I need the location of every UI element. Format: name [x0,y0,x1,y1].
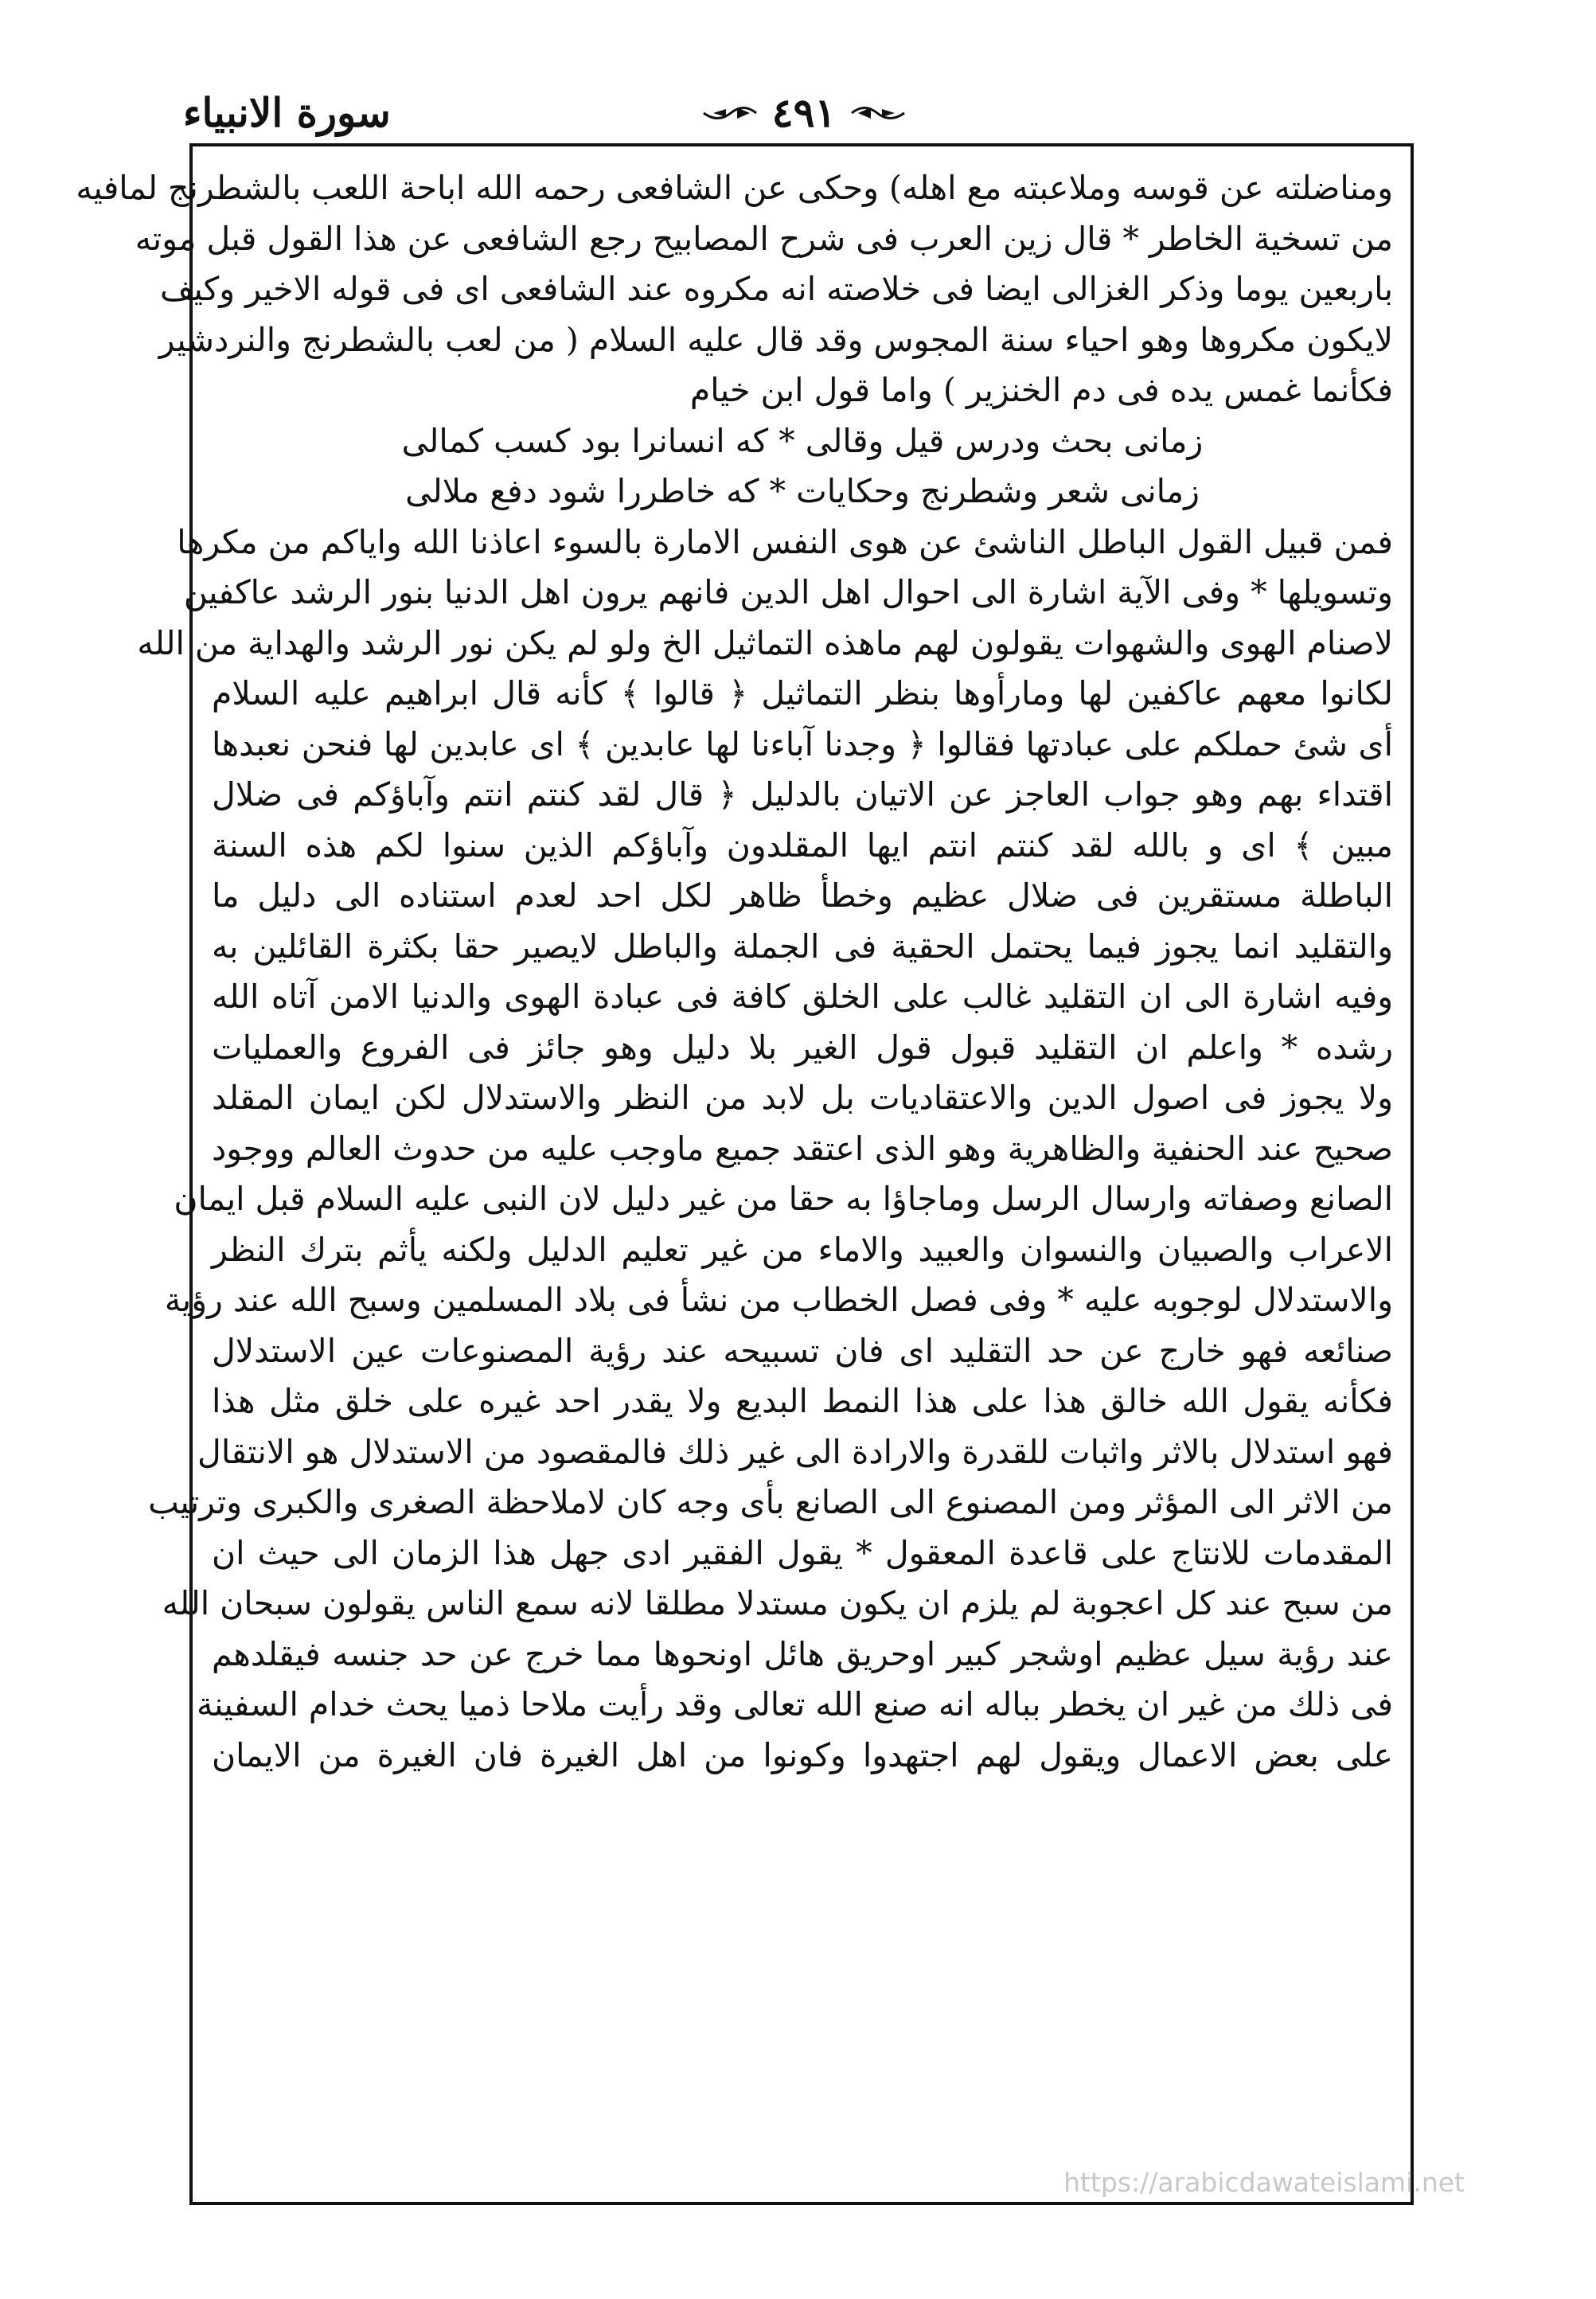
text-line: المقدمات للانتاج على قاعدة المعقول * يقول الفقير ادى جهل هذا الزمان الى حيث ان [212,1533,1393,1572]
text-line: من الاثر الى المؤثر ومن المصنوع الى الصانع بأى وجه كان لاملاحظة الصغرى والكبرى وترتيب [148,1483,1393,1521]
source-watermark: https://arabicdawateislami.net [1063,2167,1465,2198]
text-line: فى ذلك من غير ان يخطر بباله انه صنع الله تعالى وقد رأيت ملاحا ذميا يحث خدام السفينة [196,1685,1393,1723]
text-line: من تسخية الخاطر * قال زين العرب فى شرح المصابيح رجع الشافعى عن هذا القول قبل موته [135,219,1393,258]
verse-line: زمانى بحث ودرس قيل وقالى * كه انسانرا بود كسب كمالى [401,421,1204,460]
text-line: رشده * واعلم ان التقليد قبول قول الغير بلا دليل وهو جائز فى الفروع والعمليات [212,1028,1393,1067]
text-line: الصانع وصفاته وارسال الرسل وماجاؤا به حقا من غير دليل لان النبى عليه السلام قبل ايمان [174,1180,1393,1218]
text-line: الباطلة مستقرين فى ضلال عظيم وخطأ ظاهر لكل احد لعدم استناده الى دليل ما [212,876,1393,915]
text-line: وفيه اشارة الى ان التقليد غالب على الخلق كافة فى عبادة الهوى والدنيا الامن آتاه الله [212,978,1393,1016]
text-line: عند رؤية سيل عظيم اوشجر كبير اوحريق هائل اونحوها مما خرج عن حد جنسه فيقلدهم [212,1634,1393,1673]
text-line: لاصنام الهوى والشهوات يقولون لهم ماهذه التماثيل الخ ولو لم يكن نور الرشد والهداية من الله [137,623,1393,662]
text-line: فكأنما غمس يده فى دم الخنزير ) واما قول ابن خيام [689,371,1393,409]
text-line: فمن قبيل القول الباطل الناشئ عن هوى النفس الامارة بالسوء اعاذنا الله واياكم من مكرها [177,522,1393,561]
text-line: فهو استدلال بالاثر واثبات للقدرة والارادة الى غير ذلك فالمقصود من الاستدلال هو الانتقال [197,1432,1393,1471]
text-line: مبين ﴾ اى و بالله لقد كنتم انتم ايها المقلدون وآباؤكم الذين سنوا لكم هذه السنة [212,826,1393,865]
text-line: صحيح عند الحنفية والظاهرية وهو الذى اعتقد جميع ماوجب عليه من حدوث العالم ووجود [212,1129,1393,1168]
text-line: على بعض الاعمال ويقول لهم اجتهدوا وكونوا من اهل الغيرة فان الغيرة من الايمان [212,1735,1393,1774]
text-line: من سبح عند كل اعجوبة لم يلزم ان يكون مستدلا مطلقا لانه سمع الناس يقولون سبحان الله [162,1584,1393,1622]
text-line: اقتداء بهم وهو جواب العاجز عن الاتيان بالدليل ﴿ قال لقد كنتم انتم وآباؤكم فى ضلال [212,775,1393,814]
right-ornament-icon [702,101,758,125]
text-line: فكأنه يقول الله خالق هذا على هذا النمط البديع ولا يقدر احد غيره على خلق مثل هذا [212,1382,1393,1420]
text-line: والتقليد انما يجوز فيما يحتمل الحقية فى الجملة والباطل لايصير حقا بكثرة القائلين به [212,927,1393,966]
text-block [76,163,1393,1781]
page-header [183,89,1425,137]
text-line: ومناضلته عن قوسه وملاعبته مع اهله) وحكى عن الشافعى رحمه الله اباحة اللعب بالشطرنج لمافيه [76,169,1393,207]
text-line: صنائعه فهو خارج عن حد التقليد اى فان تسبيحه عند رؤية المصنوعات عين الاستدلال [212,1331,1393,1370]
text-line: وتسويلها * وفى الآية اشارة الى احوال اهل الدين فانهم يرون اهل الدنيا بنور الرشد عاكفين [183,573,1393,611]
text-line: لايكون مكروها وهو احياء سنة المجوس وقد قال عليه السلام ( من لعب بالشطرنج والنردشير [158,320,1393,359]
left-ornament-icon [850,101,906,125]
verse-line: زمانى شعر وشطرنج وحكايات * كه خاطررا شود دفع ملالى [405,472,1200,510]
surah-name: سورة الانبياء [183,89,391,136]
text-line: باربعين يوما وذكر الغزالى ايضا فى خلاصته انه مكروه عند الشافعى اى فى قوله الاخير وكيف [159,270,1393,308]
text-line: الاعراب والصبيان والنسوان والعبيد والاماء من غير تعليم الدليل ولكنه يأثم بترك النظر [212,1230,1393,1269]
page-number: ٤٩١ [771,89,837,136]
text-line: والاستدلال لوجوبه عليه * وفى فصل الخطاب من نشأ فى بلاد المسلمين وسبح الله عند رؤية [164,1281,1393,1319]
text-line: أى شئ حملكم على عبادتها فقالوا ﴿ وجدنا آباءنا لها عابدين ﴾ اى عابدين لها فنحن نعبدها [212,724,1393,763]
text-line: لكانوا معهم عاكفين لها ومارأوها بنظر التماثيل ﴿ قالوا ﴾ كأنه قال ابراهيم عليه السلام [212,674,1393,712]
page-number-area [677,89,931,137]
text-line: ولا يجوز فى اصول الدين والاعتقاديات بل لابد من النظر والاستدلال لكن ايمان المقلد [212,1079,1393,1117]
